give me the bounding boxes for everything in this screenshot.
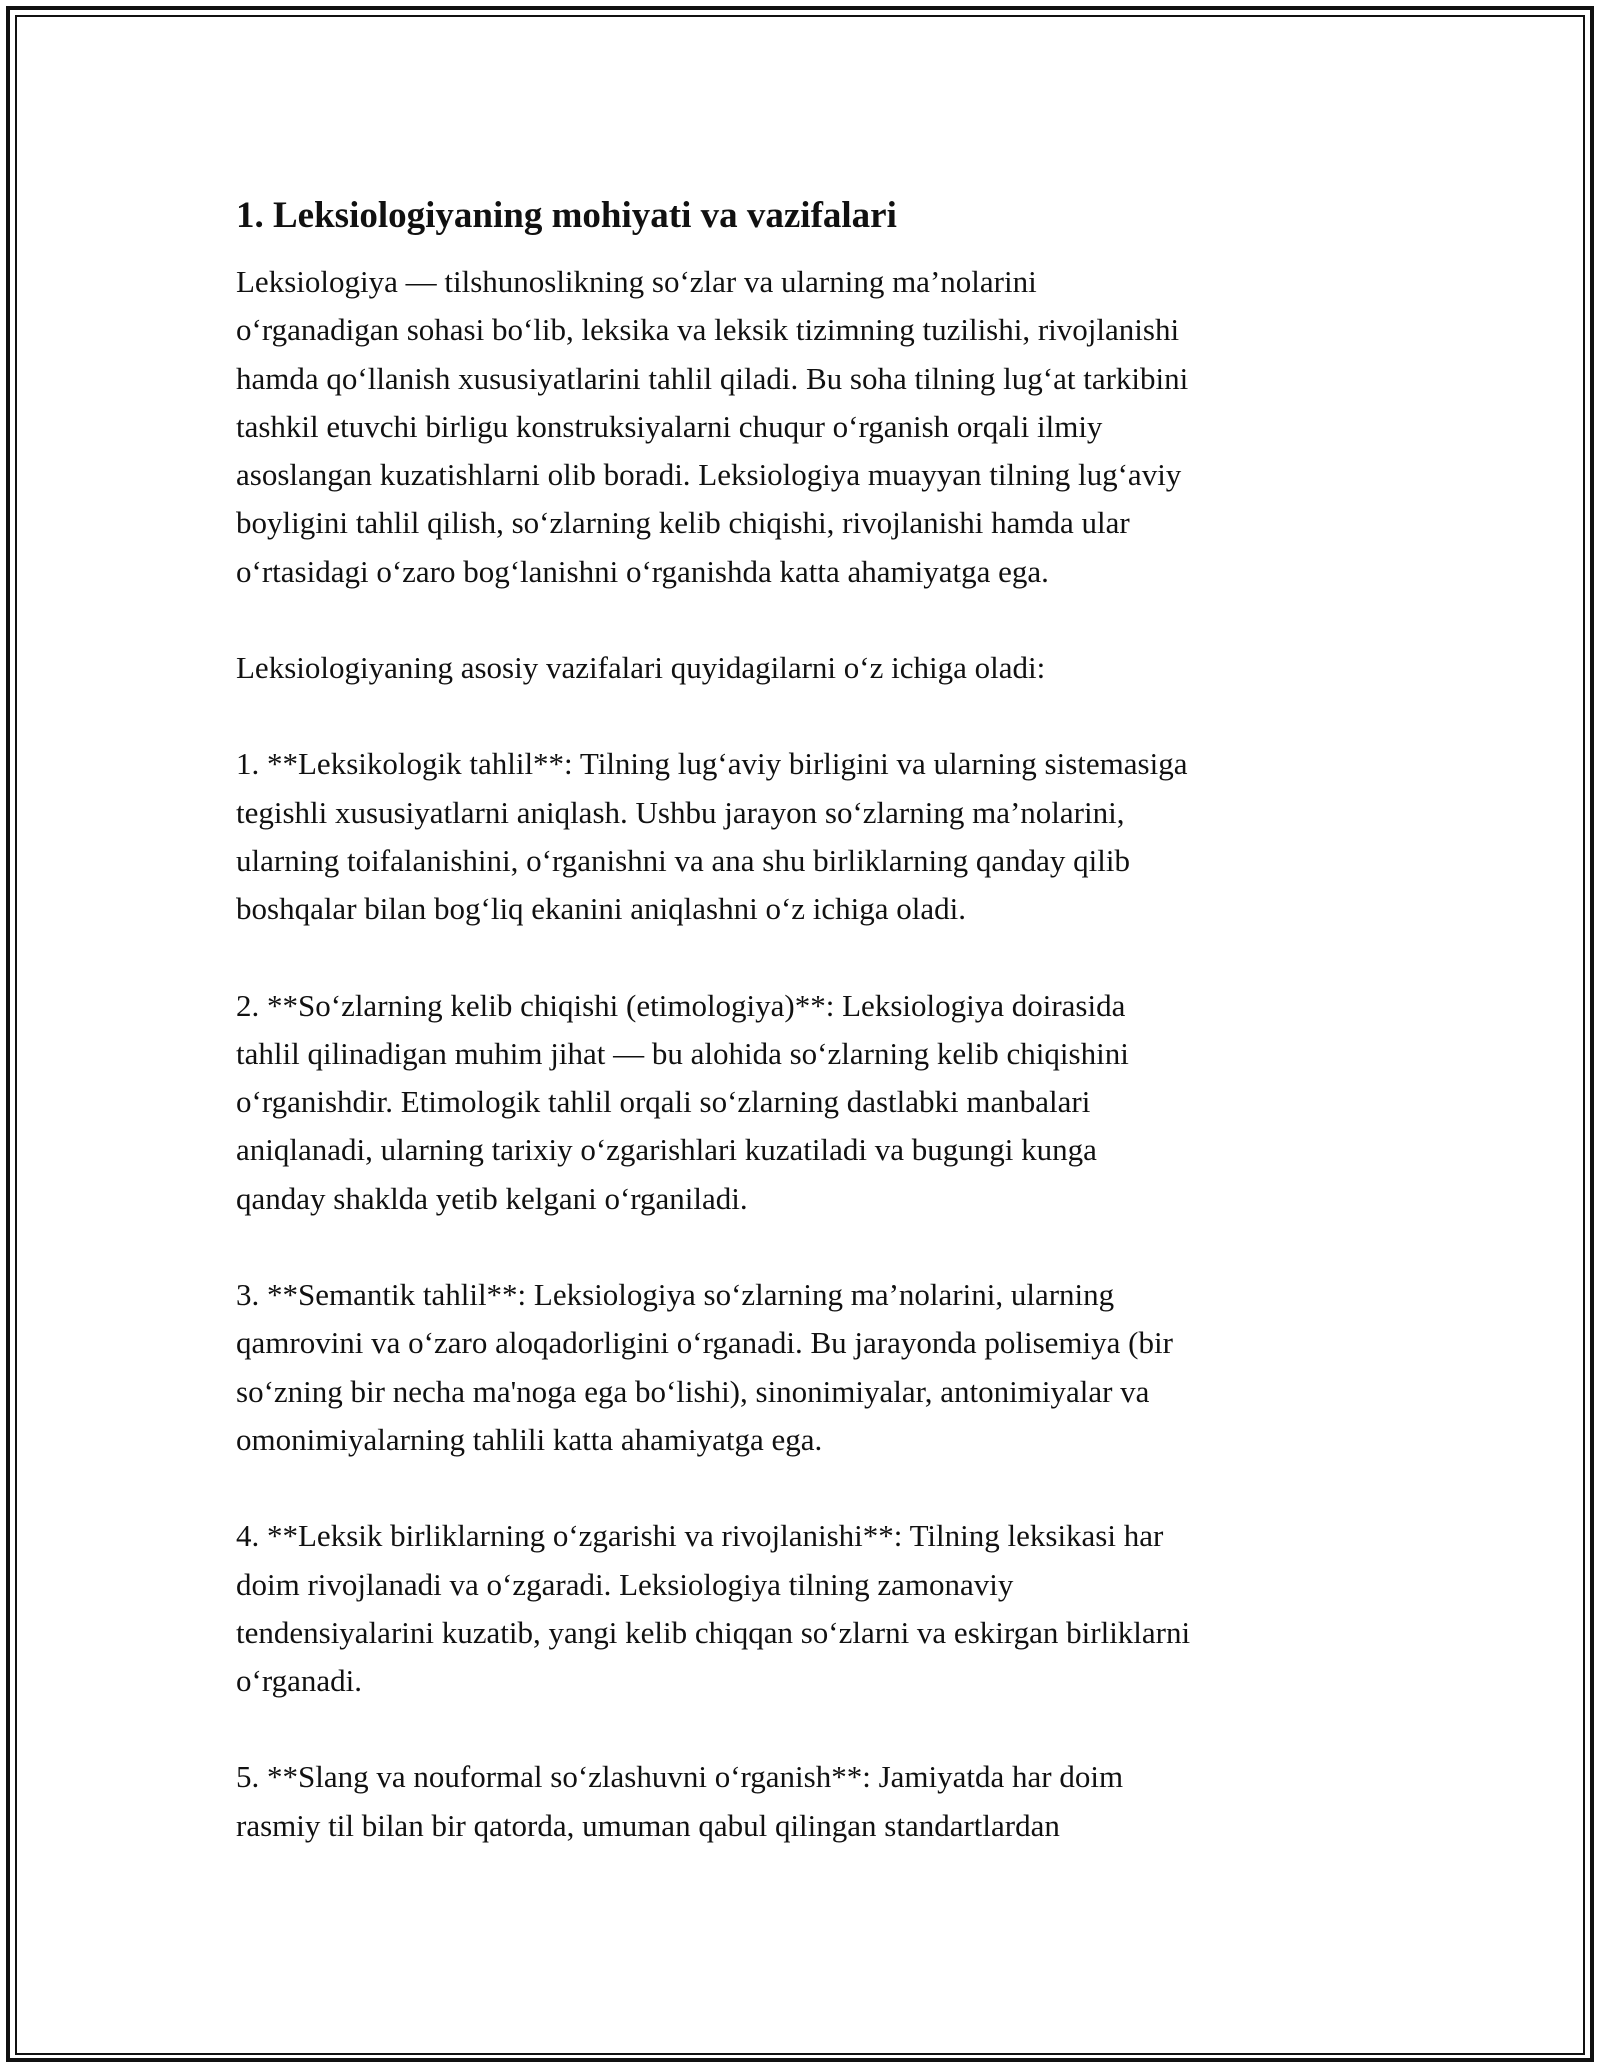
task-item-4: 4. **Leksik birliklarning o‘zgarishi va rivojlanishi**: Tilning leksikasi har doim rivojlanadi va o‘zgaradi. Leksiologiya tilning zamonaviy tendensiyalarini kuzatib, yangi kelib chiqqan so‘zlarni va eskirgan birliklarni o‘rganadi. xyxy=(236,1518,1191,1699)
document-body xyxy=(236,186,1376,1850)
task-item-1: 1. **Leksikologik tahlil**: Tilning lug‘aviy birligini va ularning sistemasiga tegishli xususiyatlarni aniqlash. Ushbu jarayon so‘zlarning ma’nolarini, ularning toifalanishini, o‘rganishni va ana shu birliklarning qanday qilib boshqalar bilan bog‘liq ekanini aniqlashni o‘z ichiga oladi. xyxy=(236,746,1188,927)
task-item-2: 2. **So‘zlarning kelib chiqishi (etimologiya)**: Leksiologiya doirasida tahlil qilinadigan muhim jihat — bu alohida so‘zlarning kelib chiqishini o‘rganishdir. Etimologik tahlil orqali so‘zlarning dastlabki manbalari aniqlanadi, ularning tarixiy o‘zgarishlari kuzatiladi va bugungi kunga qanday shaklda yetib kelgani o‘rganiladi. xyxy=(236,987,1129,1216)
task-item-3: 3. **Semantik tahlil**: Leksiologiya so‘zlarning ma’nolarini, ularning qamrovini va o‘zaro aloqadorligini o‘rganadi. Bu jarayonda polisemiya (bir so‘zning bir necha ma'noga ega bo‘lishi), sinonimiyalar, antonimiyalar va omonimiyalarning tahlili katta ahamiyatga ega. xyxy=(236,1277,1173,1457)
intro-paragraph: Leksiologiya — tilshunoslikning so‘zlar va ularning ma’nolarini o‘rganadigan sohasi bo‘lib, leksika va leksik tizimning tuzilishi, rivojlanishi hamda qo‘llanish xususiyatlarini tahlil qiladi. Bu soha tilning lug‘at tarkibini tashkil etuvchi birligu konstruksiyalarni chuqur o‘rganish orqali ilmiy asoslangan kuzatishlarni olib boradi. Leksiologiya muayyan tilning lug‘aviy boyligini tahlil qilish, so‘zlarning kelib chiqishi, rivojlanishi hamda ular o‘rtasidagi o‘zaro bog‘lanishni o‘rganishda katta ahamiyatga ega. xyxy=(236,264,1189,589)
section-title: 1. Leksiologiyaning mohiyati va vazifalari xyxy=(236,195,897,236)
task-item-5: 5. **Slang va nouformal so‘zlashuvni o‘rganish**: Jamiyatda har doim rasmiy til bilan bir qatorda, umuman qabul qilingan standartlardan xyxy=(236,1759,1124,1843)
tasks-intro-paragraph: Leksiologiyaning asosiy vazifalari quyidagilarni o‘z ichiga oladi: xyxy=(236,650,1046,686)
